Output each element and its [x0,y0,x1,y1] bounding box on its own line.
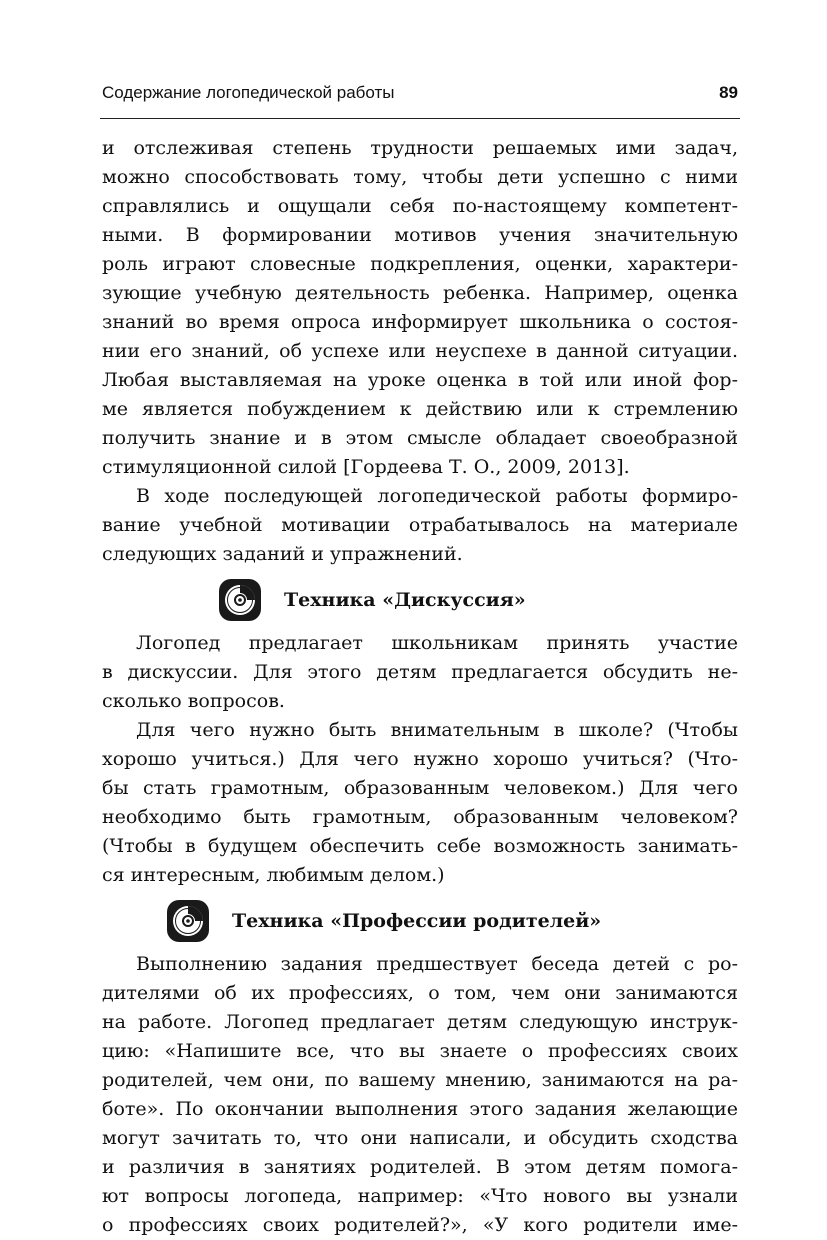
running-title: Содержание логопедической работы [102,83,395,102]
paragraph [102,629,738,716]
text-line: на работе. Логопед предлагает детям следующую инструк- [102,1011,738,1033]
text-line: в дискуссии. Для этого детям предлагается обсудить не- [102,661,738,683]
section-title: Техника «Профессии родителей» [232,909,602,932]
text-line: бы стать грамотным, образованным человеком.) Для чего [102,777,738,799]
paragraph [102,134,738,482]
text-line: роль играют словесные подкрепления, оценки, характери- [102,253,738,275]
text-line: ют вопросы логопеда, например: «Что нового вы узнали [102,1185,738,1207]
text-line: цию: «Напишите все, что вы знаете о профессиях своих [102,1040,738,1062]
paragraph [102,950,738,1240]
text-line: о профессиях своих родителей?», «У кого родители име- [102,1214,738,1236]
text-line: можно способствовать тому, чтобы дети успешно с ними [102,166,738,188]
text-line: Логопед предлагает школьникам принять участие [136,632,738,654]
text-line: ными. В формировании мотивов учения значительную [102,224,738,246]
text-line: В ходе последующей логопедической работы формиро- [136,485,738,507]
text-line: (Чтобы в будущем обеспечить себе возможность занимать- [102,835,738,857]
page-body [102,134,738,1240]
paragraph [102,716,738,890]
text-line: родителей, чем они, по вашему мнению, занимаются на ра- [102,1069,738,1091]
text-line: нии его знаний, об успехе или неуспехе в данной ситуации. [102,340,738,362]
text-line: и отслеживая степень трудности решаемых ими задач, [102,137,738,159]
text-line: ся интересным, любимым делом.) [102,864,445,886]
page-number: 89 [719,83,738,102]
header-rule [100,118,740,119]
text-line: зующие учебную деятельность ребенка. Например, оценка [102,282,738,304]
text-line: вание учебной мотивации отрабатывалось на материале [102,514,738,536]
running-head [102,80,738,106]
section-title: Техника «Дискуссия» [284,588,526,611]
text-line: получить знание и в этом смысле обладает своеобразной [102,427,738,449]
text-line: ме является побуждением к действию или к стремлению [102,398,738,420]
disc-icon [164,897,212,945]
text-line: знаний во время опроса информирует школьника о состоя- [102,311,738,333]
text-line: боте». По окончании выполнения этого задания желающие [102,1098,738,1120]
text-line: необходимо быть грамотным, образованным человеком? [102,806,738,828]
text-line: стимуляционной силой [Гордеева Т. О., 2009, 2013]. [102,456,630,478]
text-line: справлялись и ощущали себя по-настоящему компетент- [102,195,738,217]
section-heading-discussion [102,571,738,629]
disc-icon [216,576,264,624]
text-line: Выполнению задания предшествует беседа детей с ро- [136,953,738,975]
text-line: дителями об их профессиях, о том, чем они занимаются [102,982,738,1004]
text-line: Для чего нужно быть внимательным в школе? (Чтобы [136,719,738,741]
text-line: и различия в занятиях родителей. В этом детям помога- [102,1156,738,1178]
text-line: сколько вопросов. [102,690,285,712]
text-line: Любая выставляемая на уроке оценка в той или иной фор- [102,369,738,391]
section-heading-parents-professions [102,892,738,950]
paragraph [102,482,738,569]
text-line: хорошо учиться.) Для чего нужно хорошо учиться? (Что- [102,748,738,770]
text-line: следующих заданий и упражнений. [102,543,463,565]
text-line: могут зачитать то, что они написали, и обсудить сходства [102,1127,738,1149]
